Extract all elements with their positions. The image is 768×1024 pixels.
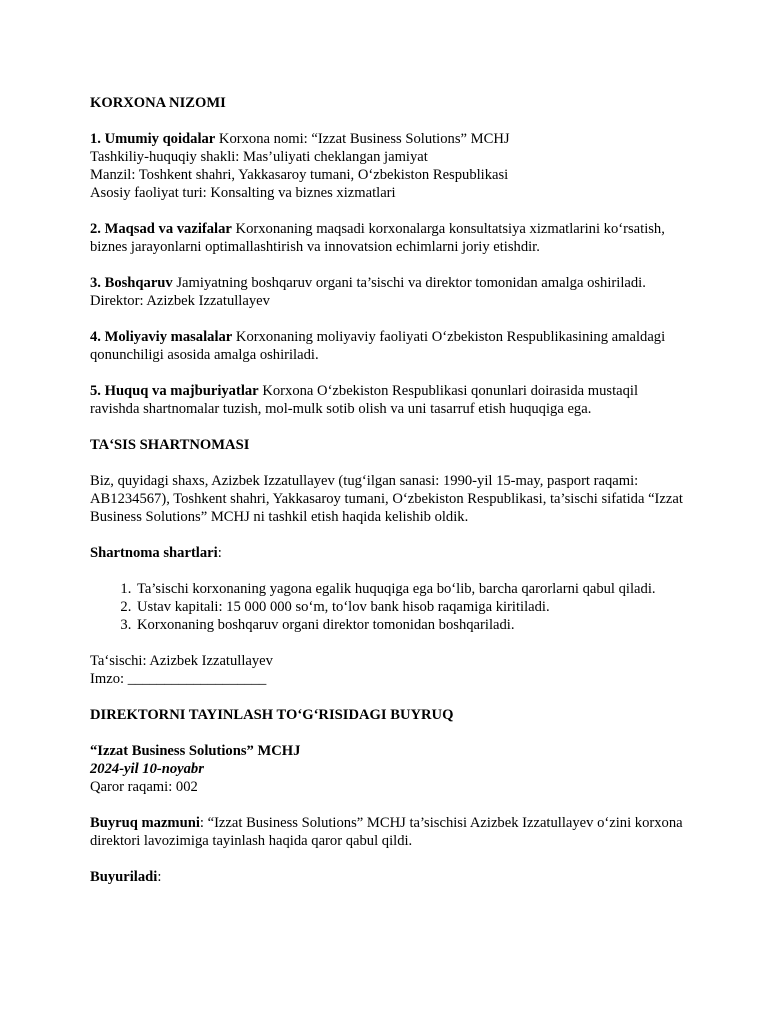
document-page xyxy=(90,94,690,904)
order-company: “Izzat Business Solutions” MCHJ xyxy=(90,743,301,759)
section-3-text: Jamiyatning boshqaruv organi ta’sischi va direktor tomonidan amalga oshiriladi. xyxy=(172,275,646,291)
company-name-line: Korxona nomi: “Izzat Business Solutions” MCHJ xyxy=(215,131,510,147)
section-management xyxy=(90,274,690,310)
terms-colon: : xyxy=(217,545,222,561)
section-2-text: Korxonaning maqsadi korxonalarga konsultatsiya xizmatlarini ko‘rsatish, biznes jarayonlarni optimallashtirish va innovatsion echimlarni joriy etishdir. xyxy=(90,221,665,255)
section-general-provisions xyxy=(90,130,690,202)
section-goals xyxy=(90,220,690,256)
signature-line: Imzo: ___________________ xyxy=(90,671,267,687)
order-content-text: : “Izzat Business Solutions” MCHJ ta’sischisi Azizbek Izzatullayev o‘zini korxona direktori lavozimiga tayinlash haqida qaror qabul qildi. xyxy=(90,815,683,849)
agreement-intro: Biz, quyidagi shaxs, Azizbek Izzatullayev (tug‘ilgan sanasi: 1990-yil 15-may, pasport raqami: AB1234567), Toshkent shahri, Yakkasaroy tumani, O‘zbekiston Respublikasi, ta’sischi sifatida “Izzat Business Solutions” MCHJ ni tashkil etish haqida kelishib oldik. xyxy=(90,473,683,525)
section-2-heading: 2. Maqsad va vazifalar xyxy=(90,221,232,237)
legal-form-line: Tashkiliy-huquqiy shakli: Mas’uliyati cheklangan jamiyat xyxy=(90,149,428,165)
terms-label: Shartnoma shartlari xyxy=(90,545,218,561)
section-4-text: Korxonaning moliyaviy faoliyati O‘zbekiston Respublikasining amaldagi qonunchiligi asosida amalga oshiriladi. xyxy=(90,329,666,363)
orders-colon: : xyxy=(157,869,162,885)
section-3-heading: 3. Boshqaruv xyxy=(90,275,173,291)
order-title: DIREKTORNI TAYINLASH TO‘G‘RISIDAGI BUYRUQ xyxy=(90,707,454,723)
section-1-heading: 1. Umumiy qoidalar xyxy=(90,131,216,147)
agreement-terms-heading xyxy=(90,544,690,562)
address-line: Manzil: Toshkent shahri, Yakkasaroy tumani, O‘zbekiston Respublikasi xyxy=(90,167,509,183)
section-finance xyxy=(90,328,690,364)
charter-title: KORXONA NIZOMI xyxy=(90,95,226,111)
order-header xyxy=(90,742,690,796)
activity-line: Asosiy faoliyat turi: Konsalting va biznes xizmatlari xyxy=(90,185,396,201)
order-decision-number: Qaror raqami: 002 xyxy=(90,779,198,795)
section-rights xyxy=(90,382,690,418)
order-date: 2024-yil 10-noyabr xyxy=(90,761,204,777)
list-item: 2. Ustav kapitali: 15 000 000 so‘m, to‘lov bank hisob raqamiga kiritiladi. xyxy=(135,598,690,616)
founder-line: Ta‘sischi: Azizbek Izzatullayev xyxy=(90,653,273,669)
section-5-text: Korxona O‘zbekiston Respublikasi qonunlari doirasida mustaqil ravishda shartnomalar tuzish, mol-mulk sotib olish va uni tasarruf etish huquqiga ega. xyxy=(90,383,639,417)
director-line: Direktor: Azizbek Izzatullayev xyxy=(90,293,270,309)
list-item: 1. Ta’sischi korxonaning yagona egalik huquqiga ega bo‘lib, barcha qarorlarni qabul qiladi. xyxy=(135,580,690,598)
agreement-terms-list xyxy=(90,580,690,634)
orders-label: Buyuriladi xyxy=(90,869,158,885)
founder-signature-block xyxy=(90,652,690,688)
order-content xyxy=(90,814,690,850)
order-content-label: Buyruq mazmuni xyxy=(90,815,200,831)
founding-agreement-title: TA‘SIS SHARTNOMASI xyxy=(90,437,250,453)
section-4-heading: 4. Moliyaviy masalalar xyxy=(90,329,233,345)
list-item: 3. Korxonaning boshqaruv organi direktor tomonidan boshqariladi. xyxy=(135,616,690,634)
order-directives xyxy=(90,868,690,886)
section-5-heading: 5. Huquq va majburiyatlar xyxy=(90,383,259,399)
